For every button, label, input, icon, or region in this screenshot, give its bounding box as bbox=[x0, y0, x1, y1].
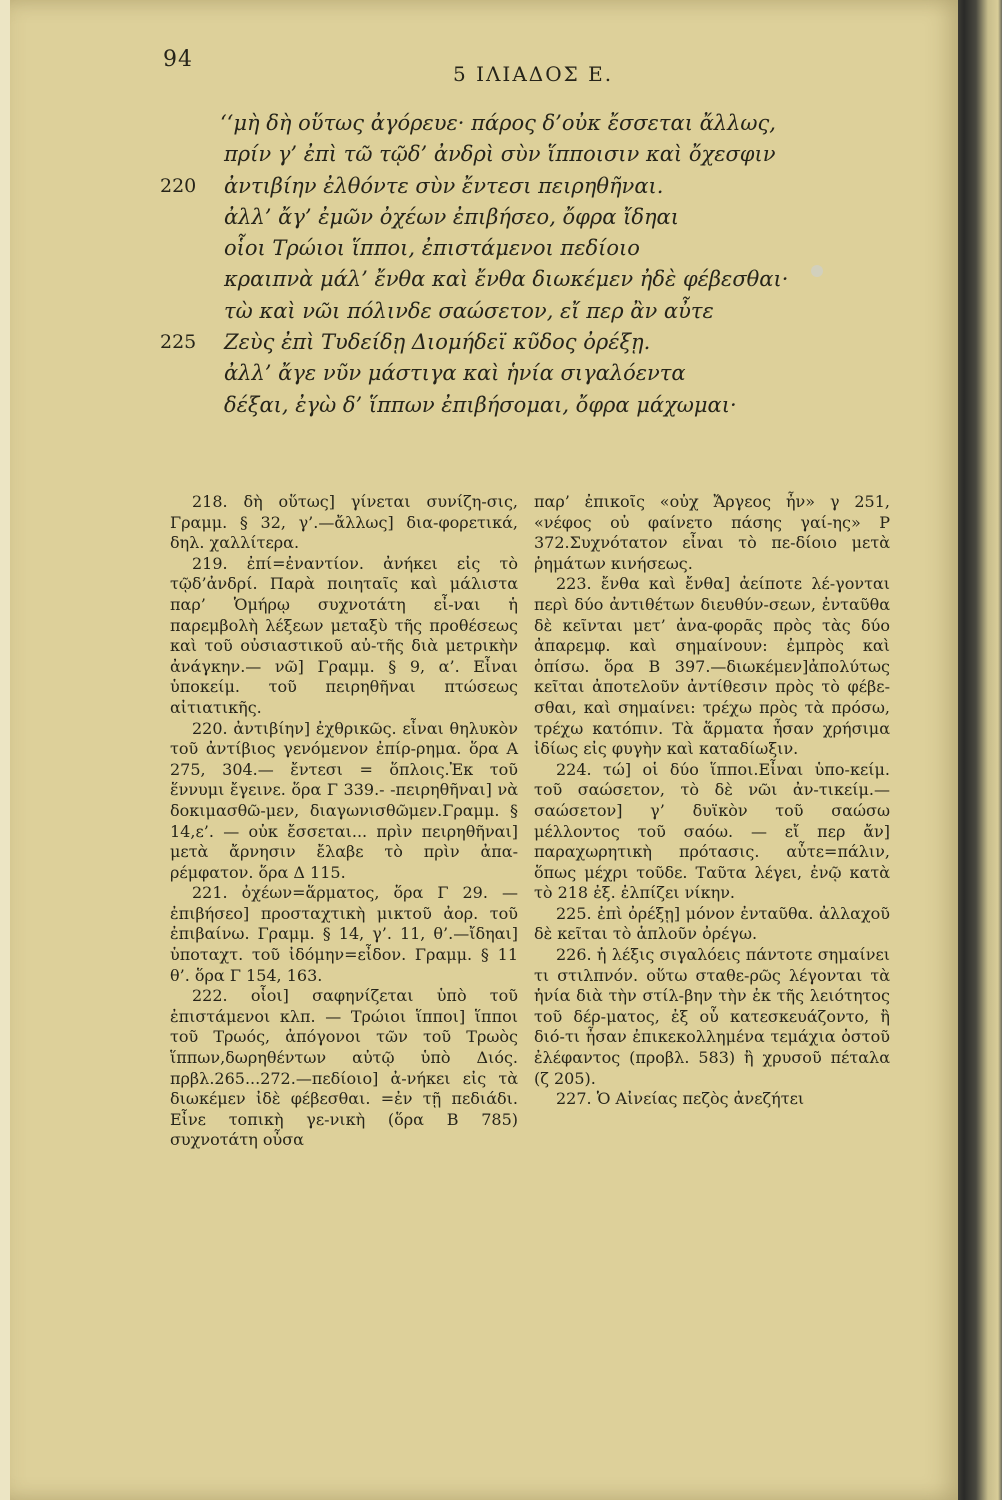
verse-line bbox=[160, 108, 850, 139]
commentary-right-column bbox=[534, 492, 890, 1110]
verse-line bbox=[160, 296, 850, 327]
paper-blemish bbox=[811, 265, 823, 277]
verse-line bbox=[160, 358, 850, 389]
verse-line bbox=[160, 171, 850, 202]
verse-text: κραιπνὰ μάλ’ ἔνθα καὶ ἔνθα διωκέμεν ἠδὲ φέβεσθαι· bbox=[224, 267, 789, 292]
verse-block bbox=[160, 108, 850, 421]
verse-text: Ζεὺς ἐπὶ Τυδείδῃ Διομήδεϊ κῦδος ὀρέξῃ. bbox=[224, 330, 651, 355]
verse-number: 225 bbox=[160, 331, 197, 354]
commentary-left-column bbox=[170, 492, 518, 1151]
commentary-note: 218. δὴ οὕτως] γίνεται συνίζη-σις, Γραμμ. § 32, γ’.—ἄλλως] δια-φορετικά, δηλ. χαλλίτερα. bbox=[170, 492, 518, 553]
book-spine-edge bbox=[958, 0, 1002, 1500]
page-number: 94 bbox=[163, 47, 193, 72]
verse-text: πρίν γ’ ἐπὶ τῶ τῷδ’ ἀνδρὶ σὺν ἵπποισιν καὶ ὄχεσφιν bbox=[224, 142, 776, 167]
commentary-note: 223. ἔνθα καὶ ἔνθα] ἀείποτε λέ-γονται περὶ δύο ἀντιθέτων διευθύν-σεων, ἐνταῦθα δὲ κεῖνται μετ’ ἀνα-φορᾶς πρὸς τὰς δύο ἀπαρεμφ. καὶ σημαίνουν: ἐμπρὸς καὶ ὀπίσω. ὅρα Β 397.—διωκέμεν]ἀπολύτως κεῖται ἀποτελοῦν ἀντίθεσιν πρὸς τὸ φέβε-σθαι, καὶ σημαίνει: τρέχω πρὸς τὰ πρόσω, τρέχω κατόπιν. Τὰ ἅρματα ἦσαν χρήσιμα ἰδίως εἰς φυγὴν καὶ καταδίωξιν. bbox=[534, 574, 890, 759]
verse-text: δέξαι, ἐγὼ δ’ ἵππων ἐπιβήσομαι, ὄφρα μάχωμαι· bbox=[224, 392, 737, 417]
verse-line bbox=[160, 202, 850, 233]
commentary-note: 226. ἡ λέξις σιγαλόεις πάντοτε σημαίνει τι στιλπνόν. οὕτω σταθε-ρῶς λέγονται τὰ ἡνία διὰ τὴν στίλ-βην τὴν ἐκ τῆς λειότητος τοῦ δέρ-ματος, ἐξ οὗ κατεσκευάζοντο, ἢ διό-τι ἦσαν ἐπικεκολλημένα τεμάχια ὀστοῦ ἐλέφαντος (προβλ. 583) ἢ χρυσοῦ πέταλα (ζ 205). bbox=[534, 945, 890, 1088]
verse-text: ‘‘μὴ δὴ οὕτως ἀγόρευε· πάρος δ’οὐκ ἔσσεται ἄλλως, bbox=[220, 111, 776, 135]
verse-text: τὼ καὶ νῶι πόλινδε σαώσετον, εἴ περ ἂν αὖτε bbox=[224, 298, 714, 323]
page-edge-left bbox=[0, 0, 10, 1500]
verse-line bbox=[160, 390, 850, 421]
commentary-note: 219. ἐπί=ἐναντίον. ἀνήκει εἰς τὸ τῷδ’ἀνδρί. Παρὰ ποιηταῖς καὶ μάλιστα παρ’ Ὁμήρῳ συχνοτάτη εἶ-ναι ἡ παρεμβολὴ λέξεων μεταξὺ τῆς προθέσεως καὶ τοῦ οὐσιαστικοῦ αὐ-τῆς διὰ μετρικὴν ἀνάγκην.— νῶ] Γραμμ. § 9, α’. Εἶναι ὑποκείμ. τοῦ πειρηθῆναι πτώσεως αἰτιατικῆς. bbox=[170, 553, 518, 717]
verse-line bbox=[160, 233, 850, 264]
commentary-note: 227. Ὁ Αἰνείας πεζὸς ἀνεζήτει bbox=[556, 1089, 805, 1109]
verse-text: ἀντιβίην ἐλθόντε σὺν ἔντεσι πειρηθῆναι. bbox=[224, 173, 664, 198]
verse-text: οἷοι Τρώιοι ἵπποι, ἐπιστάμενοι πεδίοιο bbox=[224, 236, 640, 261]
commentary-note: 220. ἀντιβίην] ἐχθρικῶς. εἶναι θηλυκὸν τοῦ ἀντίβιος γενόμενον ἐπίρ-ρημα. ὅρα Α 275, 304.— ἔντεσι = ὅπλοις.Ἐκ τοῦ ἕννυμι ἔγεινε. ὅρα Γ 339.- -πειρηθῆναι] νὰ δοκιμασθῶ-μεν, διαγωνισθῶμεν.Γραμμ. § 14,ε’. — οὐκ ἔσσεται... πρὶν πειρηθῆναι] μετὰ ἄρνησιν ἔλαβε τὸ πρὶν ἀπα-ρέμφατον. ὅρα Δ 115. bbox=[170, 718, 518, 882]
verse-text: ἀλλ’ ἄγ’ ἐμῶν ὀχέων ἐπιβήσεο, ὄφρα ἴδηαι bbox=[224, 204, 679, 229]
verse-line bbox=[160, 264, 850, 295]
commentary-note: 221. ὀχέων=ἅρματος, ὅρα Γ 29. —ἐπιβήσεο] προσταχτικὴ μικτοῦ ἀορ. τοῦ ἐπιβαίνω. Γραμμ. § 14, γ’. 11, θ’.—ἴδηαι] ὑποταχτ. τοῦ ἰδόμην=εἶδον. Γραμμ. § 11 θ’. ὅρα Γ 154, 163. bbox=[170, 883, 518, 985]
commentary-note: 224. τώ] οἱ δύο ἵπποι.Εἶναι ὑπο-κείμ. τοῦ σαώσετον, τὸ δὲ νῶι ἀν-τικείμ.— σαώσετον] γ’ δυϊκὸν τοῦ σαώσω μέλλοντος τοῦ σαόω. — εἴ περ ἄν] παραχωρητικὴ πρότασις. αὖτε=πάλιν, ὅπως μέχρι τοῦδε. Ταῦτα λέγει, ἐνῷ κατὰ τὸ 218 ἐξ. ἐλπίζει νίκην. bbox=[534, 759, 890, 903]
commentary-note: 225. ἐπὶ ὀρέξῃ] μόνον ἐνταῦθα. ἀλλαχοῦ δὲ κεῖται τὸ ἁπλοῦν ὀρέγω. bbox=[534, 903, 890, 944]
verse-number: 220 bbox=[160, 174, 197, 197]
commentary-note: παρ’ ἐπικοῖς «οὐχ Ἄργεος ἦν» γ 251, «νέφος οὐ φαίνετο πάσης γαί-ης» Ρ 372.Συχνότατον εἶναι τὸ πε-δίοιο μετὰ ῥημάτων κινήσεως. bbox=[534, 492, 890, 573]
verse-line bbox=[160, 327, 850, 358]
verse-text: ἀλλ’ ἄγε νῦν μάστιγα καὶ ἡνία σιγαλόεντα bbox=[224, 361, 686, 386]
commentary-note: 222. οἷοι] σαφηνίζεται ὑπὸ τοῦ ἐπιστάμενοι κλπ. — Τρώιοι ἵπποι] ἵπποι τοῦ Τρωός, ἀπόγονοι τῶν τοῦ Τρωὸς ἵππων,δωρηθέντων αὐτῷ ὑπὸ Διός. πρβλ.265...272.—πεδίοιο] ἀ-νήκει εἰς τὰ διωκέμεν ἰδὲ φέβεσθαι. =ἐν τῇ πεδιάδι. Εἶνε τοπικὴ γε-νικὴ (ὅρα Β 785) συχνοτάτη οὖσα bbox=[170, 986, 518, 1150]
verse-line bbox=[160, 139, 850, 170]
running-head: 5 ΙΛΙΑΔΟΣ Ε. bbox=[453, 62, 614, 86]
